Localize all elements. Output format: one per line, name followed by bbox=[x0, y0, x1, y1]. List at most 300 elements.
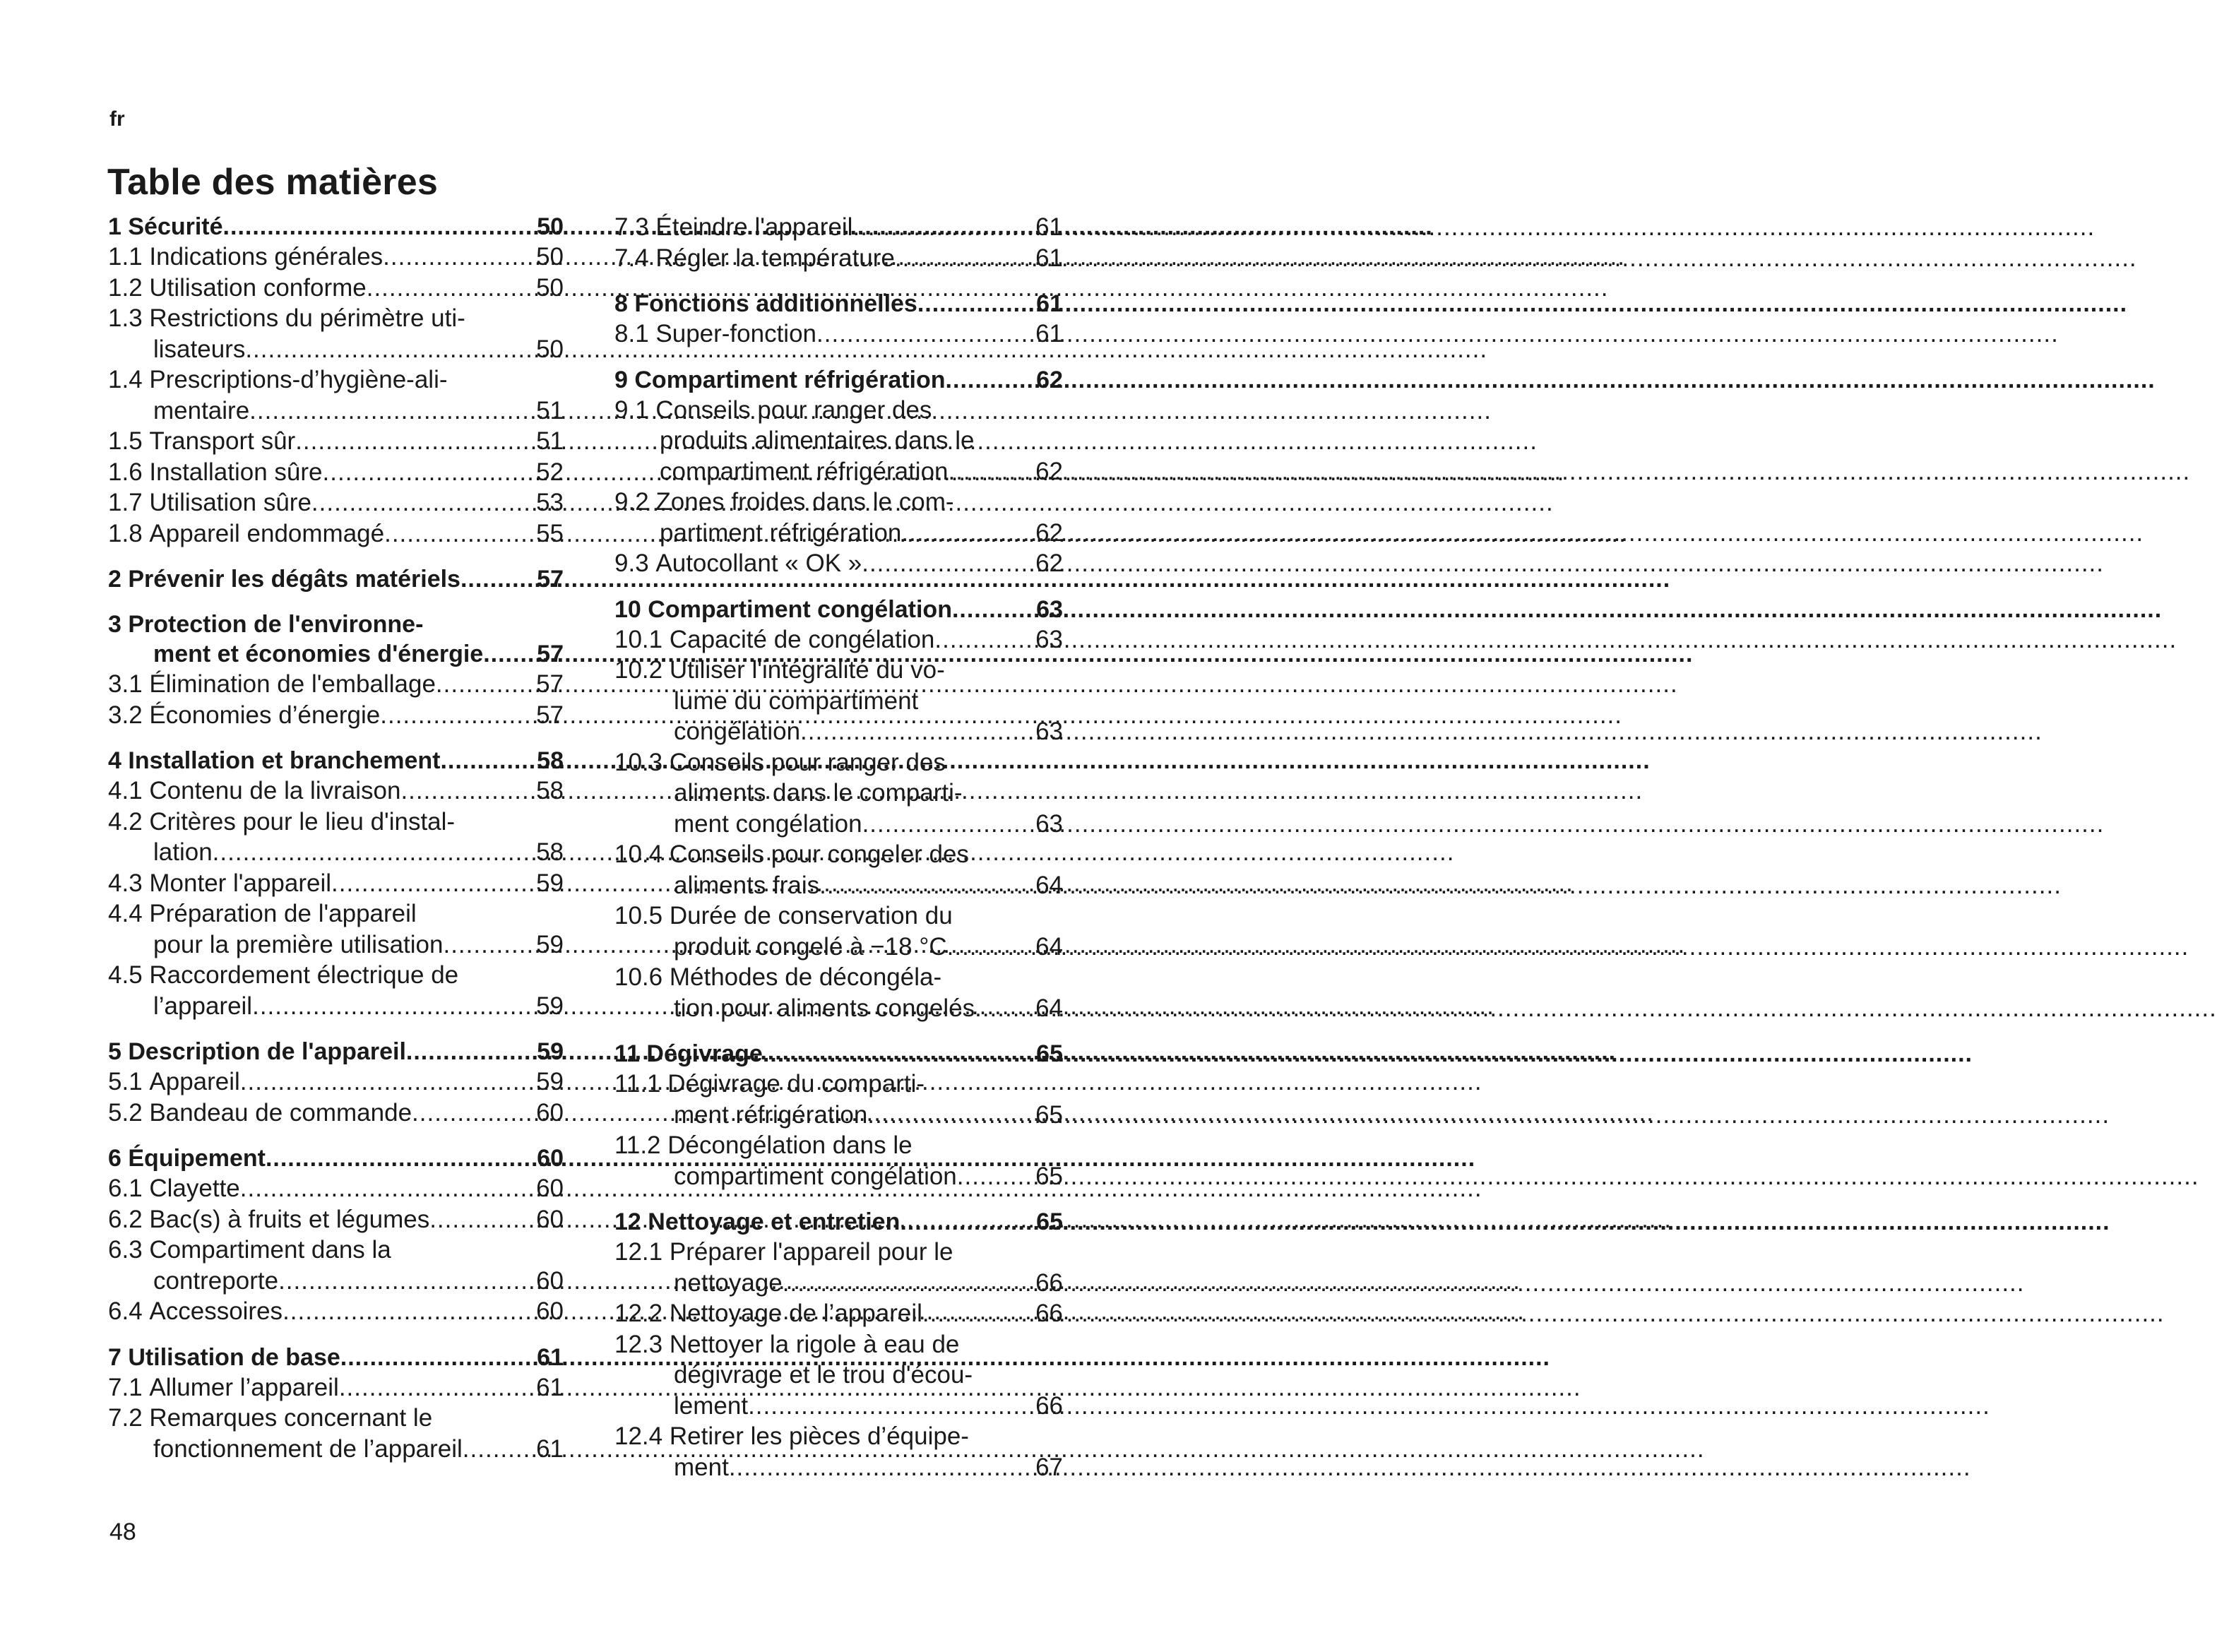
toc-line bbox=[108, 334, 564, 365]
toc-entry[interactable] bbox=[614, 1421, 1063, 1482]
toc-number: 7 bbox=[108, 1343, 121, 1371]
toc-heading[interactable] bbox=[108, 1143, 564, 1173]
toc-line bbox=[108, 1266, 564, 1297]
dot-leader bbox=[240, 1173, 530, 1204]
toc-title: produit congelé à −18 °C bbox=[674, 932, 947, 961]
toc-entry[interactable] bbox=[108, 426, 564, 457]
toc-line bbox=[614, 365, 1063, 395]
toc-number: 2 bbox=[108, 566, 121, 593]
toc-line bbox=[108, 960, 564, 991]
toc-line bbox=[108, 212, 564, 242]
dot-leader bbox=[266, 1143, 527, 1173]
toc-number: 1.7 bbox=[108, 489, 143, 516]
toc-title: lation bbox=[153, 838, 213, 866]
dot-leader bbox=[213, 837, 530, 868]
toc-entry[interactable] bbox=[614, 655, 1063, 747]
toc-title: Appareil endommagé bbox=[142, 519, 385, 547]
dot-leader bbox=[223, 212, 528, 242]
toc-page-number: 60 bbox=[536, 1266, 564, 1295]
toc-page-number: 62 bbox=[1035, 518, 1063, 547]
toc-title: l’appareil bbox=[153, 992, 253, 1020]
toc-entry[interactable] bbox=[614, 747, 1063, 840]
toc-entry[interactable] bbox=[108, 364, 564, 426]
toc-page-number: 65 bbox=[1035, 1162, 1063, 1190]
toc-number: 3 bbox=[108, 611, 121, 638]
dot-leader bbox=[852, 212, 1030, 243]
toc-heading[interactable] bbox=[614, 365, 1063, 395]
toc-line bbox=[614, 747, 1063, 778]
toc-number: 6.2 bbox=[108, 1205, 143, 1233]
toc-entry[interactable] bbox=[108, 700, 564, 731]
toc-entry[interactable] bbox=[614, 487, 1063, 548]
toc-title: Installation et branchement bbox=[121, 747, 441, 774]
toc-line bbox=[108, 1037, 564, 1066]
toc-page-number: 59 bbox=[536, 869, 564, 897]
toc-entry[interactable] bbox=[614, 962, 1063, 1023]
toc-line bbox=[108, 898, 564, 929]
toc-title: aliments frais bbox=[674, 871, 820, 899]
toc-title: ment congélation bbox=[674, 809, 862, 838]
toc-page-number: 58 bbox=[536, 777, 564, 804]
toc-line bbox=[614, 487, 1063, 518]
toc-number: 3.2 bbox=[108, 701, 143, 729]
toc-title: compartiment réfrigération bbox=[660, 457, 949, 485]
toc-heading[interactable] bbox=[614, 595, 1063, 624]
toc-number: 10.2 bbox=[614, 656, 663, 684]
toc-title: Accessoires bbox=[142, 1297, 283, 1325]
toc-section bbox=[108, 1143, 564, 1327]
toc-heading[interactable] bbox=[108, 564, 564, 594]
toc-entry[interactable] bbox=[108, 807, 564, 868]
toc-line bbox=[108, 1173, 564, 1204]
toc-line bbox=[614, 595, 1063, 624]
toc-number: 1 bbox=[108, 213, 121, 240]
toc-title: Préparer l'appareil pour le bbox=[662, 1238, 953, 1266]
toc-page-number: 52 bbox=[536, 458, 564, 486]
toc-line bbox=[614, 1452, 1063, 1483]
toc-line bbox=[614, 319, 1063, 350]
toc-entry[interactable] bbox=[108, 1098, 564, 1129]
dot-leader bbox=[922, 1298, 1030, 1329]
toc-title: Conseils pour ranger des bbox=[648, 396, 932, 424]
toc-page-number: 61 bbox=[1035, 213, 1063, 241]
toc-title: Critères pour le lieu d'instal- bbox=[142, 807, 456, 836]
toc-title: Méthodes de décongéla- bbox=[662, 963, 942, 991]
toc-page-number: 61 bbox=[536, 1434, 564, 1463]
toc-number: 12.4 bbox=[614, 1422, 663, 1450]
toc-heading[interactable] bbox=[614, 1039, 1063, 1069]
toc-number: 1.1 bbox=[108, 243, 143, 271]
dot-leader bbox=[900, 1207, 1026, 1237]
toc-line bbox=[108, 1143, 564, 1173]
toc-title: Installation sûre bbox=[142, 458, 323, 486]
toc-line bbox=[108, 1066, 564, 1098]
toc-line bbox=[614, 901, 1063, 932]
toc-number: 4.3 bbox=[108, 869, 143, 897]
toc-page-number: 58 bbox=[536, 838, 564, 866]
toc-title: Raccordement électrique de bbox=[142, 961, 459, 989]
toc-title: Régler la température bbox=[648, 244, 895, 272]
toc-title: Nettoyage et entretien bbox=[641, 1208, 901, 1235]
toc-entry[interactable] bbox=[108, 868, 564, 899]
dot-leader bbox=[406, 1037, 527, 1066]
toc-page-number: 61 bbox=[536, 1373, 564, 1401]
toc-section bbox=[108, 1343, 564, 1465]
toc-title: Prévenir les dégâts matériels bbox=[121, 566, 460, 593]
toc-page-number: 57 bbox=[536, 670, 564, 698]
toc-number: 8 bbox=[614, 290, 628, 317]
toc-page-number: 67 bbox=[1035, 1453, 1063, 1481]
toc-title: compartiment congélation bbox=[674, 1162, 957, 1190]
toc-line bbox=[614, 395, 1063, 426]
toc-entry[interactable] bbox=[108, 1173, 564, 1204]
toc-page-number: 63 bbox=[1035, 718, 1063, 745]
toc-page-number: 57 bbox=[537, 566, 564, 593]
toc-number: 1.8 bbox=[108, 519, 143, 547]
toc-title: tion pour aliments congelés bbox=[674, 994, 975, 1022]
toc-entry[interactable] bbox=[108, 242, 564, 273]
toc-page-number: 61 bbox=[1035, 320, 1063, 347]
toc-line bbox=[108, 776, 564, 807]
toc-title: Compartiment dans la bbox=[142, 1236, 391, 1264]
toc-line bbox=[108, 868, 564, 899]
toc-title: Conseils pour congeler des bbox=[662, 840, 969, 868]
toc-title: Conseils pour ranger des bbox=[662, 748, 946, 776]
toc-title: Retirer les pièces d’équipe- bbox=[662, 1422, 969, 1450]
toc-page-number: 51 bbox=[536, 427, 564, 455]
toc-page-number: 63 bbox=[1035, 809, 1063, 838]
toc-entry[interactable] bbox=[108, 487, 564, 518]
toc-page-number: 59 bbox=[537, 1038, 564, 1065]
toc-line bbox=[614, 1237, 1063, 1268]
toc-line bbox=[108, 746, 564, 776]
dot-leader bbox=[947, 932, 1030, 963]
dot-leader bbox=[901, 518, 1030, 549]
toc-number: 6.4 bbox=[108, 1297, 143, 1325]
toc-title: Capacité de congélation bbox=[662, 625, 935, 653]
toc-number: 9 bbox=[614, 366, 628, 393]
toc-entry[interactable] bbox=[614, 839, 1063, 901]
dot-leader bbox=[249, 396, 530, 427]
toc-entry[interactable] bbox=[614, 901, 1063, 962]
toc-entry[interactable] bbox=[108, 898, 564, 960]
toc-page-number: 59 bbox=[536, 930, 564, 958]
toc-line bbox=[614, 1069, 1063, 1100]
toc-line bbox=[614, 1268, 1063, 1299]
toc-entry[interactable] bbox=[108, 1403, 564, 1464]
toc-left-column bbox=[108, 212, 564, 1480]
toc-page-number: 50 bbox=[536, 335, 564, 363]
toc-title: Contenu de la livraison bbox=[142, 777, 401, 804]
toc-page-number: 62 bbox=[1035, 457, 1063, 485]
toc-entry[interactable] bbox=[108, 457, 564, 488]
toc-line bbox=[614, 1391, 1063, 1422]
toc-title: mentaire bbox=[153, 396, 250, 424]
toc-title: ment et économies d'énergie bbox=[153, 641, 484, 667]
toc-title: produits alimentaires dans le bbox=[660, 427, 975, 454]
toc-heading[interactable] bbox=[614, 289, 1063, 319]
toc-title: Durée de conservation du bbox=[662, 902, 953, 929]
dot-leader bbox=[440, 746, 527, 776]
toc-line bbox=[614, 243, 1063, 274]
toc-number: 10.3 bbox=[614, 748, 663, 776]
toc-title: Transport sûr bbox=[142, 427, 296, 455]
toc-entry[interactable] bbox=[108, 669, 564, 700]
toc-entry[interactable] bbox=[614, 395, 1063, 487]
toc-title: Description de l'appareil bbox=[121, 1038, 406, 1065]
toc-title: Nettoyer la rigole à eau de bbox=[662, 1330, 960, 1358]
toc-title: Utilisation de base bbox=[121, 1343, 340, 1371]
toc-page-number: 63 bbox=[1036, 595, 1063, 623]
toc-section bbox=[108, 212, 564, 549]
toc-number: 8.1 bbox=[614, 320, 649, 347]
toc-title: Zones froides dans le com- bbox=[648, 488, 954, 516]
toc-page-number: 50 bbox=[536, 243, 564, 271]
toc-line bbox=[614, 1421, 1063, 1452]
toc-page-number: 66 bbox=[1035, 1391, 1063, 1420]
toc-entry[interactable] bbox=[108, 1372, 564, 1403]
toc-title: lume du compartiment bbox=[674, 687, 919, 715]
toc-section bbox=[614, 365, 1063, 579]
dot-leader bbox=[862, 809, 1030, 840]
toc-line bbox=[108, 564, 564, 594]
dot-leader bbox=[952, 595, 1026, 624]
dot-leader bbox=[412, 1098, 530, 1129]
toc-line bbox=[614, 839, 1063, 870]
toc-heading[interactable] bbox=[108, 1343, 564, 1372]
toc-line bbox=[614, 962, 1063, 993]
toc-entry[interactable] bbox=[614, 1069, 1063, 1130]
toc-entry[interactable] bbox=[108, 273, 564, 304]
dot-leader bbox=[917, 289, 1026, 319]
toc-number: 3.1 bbox=[108, 670, 143, 698]
toc-line bbox=[614, 716, 1063, 747]
dot-leader bbox=[311, 487, 530, 518]
toc-number: 7.1 bbox=[108, 1373, 143, 1401]
toc-number: 10 bbox=[614, 595, 641, 623]
toc-number: 12.3 bbox=[614, 1330, 663, 1358]
toc-line bbox=[108, 1403, 564, 1434]
dot-leader bbox=[816, 319, 1030, 350]
toc-page-number: 59 bbox=[536, 1068, 564, 1095]
toc-line bbox=[614, 1039, 1063, 1069]
toc-entry[interactable] bbox=[108, 960, 564, 1021]
toc-page-number: 62 bbox=[1036, 366, 1063, 393]
toc-number: 6.3 bbox=[108, 1236, 143, 1264]
toc-entry[interactable] bbox=[108, 1296, 564, 1327]
toc-right-column bbox=[614, 212, 1063, 1498]
toc-line bbox=[614, 456, 1063, 487]
dot-leader bbox=[367, 273, 530, 304]
toc-title: Bandeau de commande bbox=[142, 1098, 412, 1127]
toc-number: 11.2 bbox=[614, 1131, 661, 1159]
toc-page-number: 60 bbox=[536, 1297, 564, 1325]
toc-number: 12 bbox=[614, 1208, 641, 1235]
toc-number: 9.3 bbox=[614, 549, 649, 577]
toc-number: 7.4 bbox=[614, 244, 649, 272]
dot-leader bbox=[463, 1434, 530, 1465]
dot-leader bbox=[252, 991, 530, 1022]
toc-title: nettoyage bbox=[674, 1268, 783, 1297]
toc-title: Économies d’énergie bbox=[142, 701, 381, 729]
toc-line bbox=[614, 655, 1063, 686]
toc-number: 5.1 bbox=[108, 1068, 143, 1095]
toc-title: Utilisation conforme bbox=[142, 273, 367, 302]
toc-line bbox=[614, 686, 1063, 717]
toc-title: Éteindre l'appareil bbox=[648, 213, 853, 241]
toc-page-number: 57 bbox=[536, 701, 564, 729]
toc-line bbox=[614, 1130, 1063, 1161]
toc-title: Autocollant « OK » bbox=[648, 549, 862, 577]
dot-leader bbox=[763, 1039, 1026, 1069]
toc-line bbox=[614, 548, 1063, 579]
toc-line bbox=[614, 809, 1063, 840]
toc-section bbox=[614, 1207, 1063, 1482]
toc-line bbox=[108, 487, 564, 518]
dot-leader bbox=[867, 1100, 1030, 1131]
toc-title: aliments dans le comparti- bbox=[674, 779, 963, 807]
toc-line bbox=[614, 1360, 1063, 1391]
dot-leader bbox=[278, 1266, 530, 1297]
toc-heading[interactable] bbox=[108, 746, 564, 776]
toc-page-number: 61 bbox=[537, 1343, 564, 1371]
toc-title: Restrictions du périmètre uti- bbox=[142, 304, 465, 332]
toc-title: Compartiment réfrigération bbox=[627, 366, 946, 393]
toc-line bbox=[614, 1329, 1063, 1360]
toc-entry[interactable] bbox=[614, 1237, 1063, 1298]
toc-line bbox=[108, 242, 564, 273]
toc-page-number: 55 bbox=[536, 519, 564, 547]
toc-title: ment bbox=[674, 1453, 729, 1481]
toc-page-number: 64 bbox=[1035, 932, 1063, 961]
toc-section bbox=[614, 289, 1063, 350]
toc-title: Indications générales bbox=[142, 243, 384, 271]
toc-page-number: 61 bbox=[1035, 244, 1063, 272]
toc-line bbox=[108, 1343, 564, 1372]
toc-line bbox=[614, 624, 1063, 655]
toc-title: lement bbox=[674, 1391, 749, 1420]
toc-entry[interactable] bbox=[108, 518, 564, 549]
toc-number: 10.1 bbox=[614, 625, 663, 653]
dot-leader bbox=[934, 624, 1030, 655]
toc-entry[interactable] bbox=[614, 1329, 1063, 1422]
toc-page-number: 58 bbox=[537, 747, 564, 774]
toc-page-number: 59 bbox=[536, 992, 564, 1020]
toc-page-number: 63 bbox=[1035, 625, 1063, 653]
toc-title: Décongélation dans le bbox=[660, 1131, 913, 1159]
toc-title: Équipement bbox=[121, 1145, 266, 1172]
toc-number: 11.1 bbox=[614, 1070, 661, 1098]
toc-number: 4 bbox=[108, 747, 121, 774]
toc-page-number: 50 bbox=[537, 213, 564, 240]
toc-title: Utiliser l'intégralité du vo- bbox=[662, 656, 945, 684]
dot-leader bbox=[975, 993, 1030, 1024]
toc-number: 1.3 bbox=[108, 304, 143, 332]
toc-number: 4.4 bbox=[108, 900, 143, 927]
toc-line bbox=[614, 518, 1063, 549]
toc-line bbox=[108, 396, 564, 427]
toc-title: dégivrage et le trou d'écou- bbox=[674, 1361, 973, 1389]
toc-line bbox=[108, 991, 564, 1022]
toc-page-number: 65 bbox=[1035, 1100, 1063, 1129]
dot-leader bbox=[443, 929, 530, 961]
toc-entry[interactable] bbox=[108, 1235, 564, 1296]
toc-line bbox=[108, 518, 564, 549]
toc-section bbox=[108, 564, 564, 594]
dot-leader bbox=[949, 456, 1030, 487]
toc-title: Nettoyage de l’appareil bbox=[662, 1300, 922, 1327]
toc-section bbox=[108, 610, 564, 730]
toc-entry[interactable] bbox=[614, 212, 1063, 243]
dot-leader bbox=[895, 243, 1030, 274]
toc-page-number: 66 bbox=[1035, 1300, 1063, 1327]
toc-title: Remarques concernant le bbox=[142, 1404, 433, 1432]
toc-number: 1.5 bbox=[108, 427, 143, 455]
dot-leader bbox=[340, 1343, 527, 1372]
toc-number: 4.2 bbox=[108, 807, 143, 836]
toc-title: lisateurs bbox=[153, 335, 246, 363]
toc-page-number: 60 bbox=[536, 1098, 564, 1127]
toc-title: Appareil bbox=[142, 1068, 240, 1095]
toc-heading[interactable] bbox=[108, 212, 564, 242]
toc-section bbox=[108, 746, 564, 1021]
dot-leader bbox=[384, 518, 530, 549]
toc-entry[interactable] bbox=[614, 548, 1063, 579]
toc-entry[interactable] bbox=[614, 1298, 1063, 1329]
toc-line bbox=[614, 778, 1063, 809]
page-number: 48 bbox=[109, 1519, 136, 1545]
toc-entry[interactable] bbox=[108, 303, 564, 364]
toc-title: Élimination de l'emballage bbox=[142, 670, 436, 698]
toc-title: Dégivrage bbox=[639, 1040, 763, 1067]
toc-heading[interactable] bbox=[108, 1037, 564, 1066]
toc-page-number: 65 bbox=[1036, 1208, 1063, 1235]
dot-leader bbox=[483, 639, 527, 669]
toc-entry[interactable] bbox=[614, 1130, 1063, 1192]
toc-line bbox=[108, 273, 564, 304]
dot-leader bbox=[380, 700, 530, 731]
toc-title: pour la première utilisation bbox=[153, 930, 444, 958]
toc-title: Prescriptions-d’hygiène-ali- bbox=[142, 366, 448, 393]
dot-leader bbox=[748, 1391, 1030, 1422]
toc-line bbox=[108, 700, 564, 731]
toc-entry[interactable] bbox=[108, 1066, 564, 1098]
toc-line bbox=[108, 426, 564, 457]
toc-number: 12.2 bbox=[614, 1300, 663, 1327]
dot-leader bbox=[729, 1452, 1030, 1483]
dot-leader bbox=[240, 1066, 530, 1098]
toc-title: Compartiment congélation bbox=[641, 595, 952, 623]
toc-entry[interactable] bbox=[614, 624, 1063, 655]
toc-line bbox=[108, 610, 564, 639]
toc-line bbox=[108, 457, 564, 488]
toc-title: congélation bbox=[674, 718, 801, 745]
dot-leader bbox=[383, 242, 530, 273]
toc-page-number: 57 bbox=[537, 641, 564, 667]
toc-entry[interactable] bbox=[614, 243, 1063, 274]
toc-line bbox=[614, 212, 1063, 243]
dot-leader bbox=[436, 669, 530, 700]
toc-entry[interactable] bbox=[614, 319, 1063, 350]
toc-entry[interactable] bbox=[108, 776, 564, 807]
toc-title: Utilisation sûre bbox=[142, 489, 311, 516]
toc-heading[interactable] bbox=[614, 1207, 1063, 1237]
toc-entry[interactable] bbox=[108, 1204, 564, 1235]
toc-heading[interactable] bbox=[108, 610, 564, 669]
toc-section bbox=[614, 212, 1063, 273]
toc-number: 6.1 bbox=[108, 1175, 143, 1202]
toc-number: 1.6 bbox=[108, 458, 143, 486]
